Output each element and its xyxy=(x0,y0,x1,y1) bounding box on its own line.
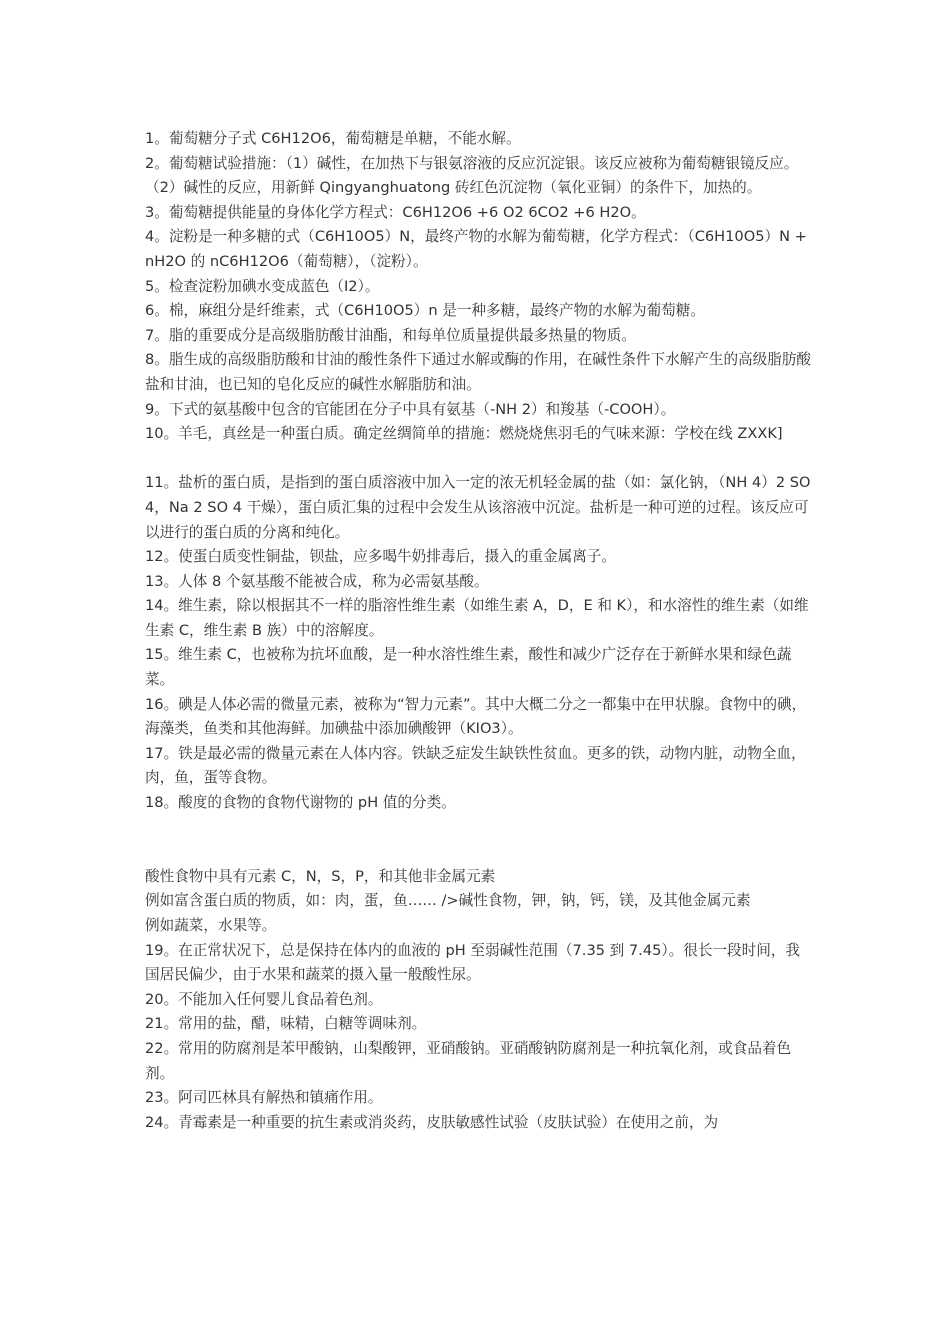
paragraph-19: 19。在正常状况下，总是保持在体内的血液的 pH 至弱碱性范围（7.35 到 7.45）。很长一段时间，我国居民偏少，由于水果和蔬菜的摄入量一般酸性尿。 xyxy=(145,941,801,984)
paragraph-11: 11。盐析的蛋白质，是指到的蛋白质溶液中加入一定的浓无机轻金属的盐（如：氯化钠，（NH 4）2 SO 4，Na 2 SO 4 干燥），蛋白质汇集的过程中会发生从该溶液中沉淀。盐析是一种可逆的过程。该反应可以进行的蛋白质的分离和纯化。 xyxy=(145,474,811,541)
paragraph-spacer xyxy=(145,816,813,865)
paragraph-1: 1。葡萄糖分子式 C6H12O6，葡萄糖是单糖，不能水解。 xyxy=(145,130,521,147)
paragraph-spacer xyxy=(145,447,813,472)
paragraph-15: 15。维生素 C，也被称为抗坏血酸，是一种水溶性维生素，酸性和减少广泛存在于新鲜水果和绿色蔬菜。 xyxy=(145,646,792,689)
paragraph-9: 9。下式的氨基酸中包含的官能团在分子中具有氨基（-NH 2）和羧基（-COOH）。 xyxy=(145,400,676,418)
paragraph-20: 20。不能加入任何婴儿食品着色剂。 xyxy=(145,990,383,1008)
paragraph-10: 10。羊毛，真丝是一种蛋白质。确定丝绸简单的措施：燃烧烧焦羽毛的气味来源：学校在线 ZXXK] xyxy=(145,425,783,443)
paragraph-14: 14。维生素，除以根据其不一样的脂溶性维生素（如维生素 A，D，E 和 K），和水溶性的维生素（如维生素 C，维生素 B 族）中的溶解度。 xyxy=(145,597,809,639)
paragraph-7: 7。脂的重要成分是高级脂肪酸甘油酯，和每单位质量提供最多热量的物质。 xyxy=(145,326,636,344)
paragraph-6: 6。棉，麻组分是纤维素，式（C6H10O5）n 是一种多糖，最终产物的水解为葡萄糖。 xyxy=(145,302,705,320)
paragraph-2: 2。葡萄糖试验措施：（1）碱性，在加热下与银氨溶液的反应沉淀银。该反应被称为葡萄糖银镜反应。 （2）碱性的反应，用新鲜 Qingyanghuatong 砖红色沉淀物（氧化亚铜）的条件下，加热的。 xyxy=(145,154,799,197)
paragraph-18: 18。酸度的食物的食物代谢物的 pH 值的分类。 xyxy=(145,794,456,812)
paragraph-16: 16。碘是人体必需的微量元素，被称为“智力元素”。其中大概二分之一都集中在甲状腺。食物中的碘，海藻类，鱼类和其他海鲜。加碘盐中添加碘酸钾（KIO3）。 xyxy=(145,695,807,738)
acidic-food-line: 酸性食物中具有元素 C，N，S，P，和其他非金属元素 xyxy=(145,867,496,885)
paragraph-4: 4。淀粉是一种多糖的式（C6H10O5）N，最终产物的水解为葡萄糖，化学方程式：（C6H10O5）N + nH2O 的 nC6H12O6（葡萄糖），（淀粉）。 xyxy=(145,228,807,270)
paragraph-5: 5。检查淀粉加碘水变成蓝色（I2）。 xyxy=(145,277,380,295)
paragraph-23: 23。阿司匹林具有解热和镇痛作用。 xyxy=(145,1089,383,1107)
paragraph-24: 24。青霉素是一种重要的抗生素或消炎药，皮肤敏感性试验（皮肤试验）在使用之前，为 xyxy=(145,1113,719,1131)
vegetables-line: 例如蔬菜，水果等。 xyxy=(145,917,277,934)
paragraph-12: 12。使蛋白质变性铜盐，钡盐，应多喝牛奶排毒后，摄入的重金属离子。 xyxy=(145,548,616,566)
document-body xyxy=(145,127,813,1135)
paragraph-21: 21。常用的盐，醋，味精，白糖等调味剂。 xyxy=(145,1015,427,1033)
paragraph-8: 8。脂生成的高级脂肪酸和甘油的酸性条件下通过水解或酶的作用，在碱性条件下水解产生的高级脂肪酸盐和甘油，也已知的皂化反应的碱性水解脂肪和油。 xyxy=(145,351,812,393)
paragraph-22: 22。常用的防腐剂是苯甲酸钠，山梨酸钾，亚硝酸钠。亚硝酸钠防腐剂是一种抗氧化剂，或食品着色剂。 xyxy=(145,1039,792,1082)
paragraph-13: 13。人体 8 个氨基酸不能被合成，称为必需氨基酸。 xyxy=(145,572,489,590)
paragraph-3: 3。葡萄糖提供能量的身体化学方程式：C6H12O6 +6 O2 6CO2 +6 H2O。 xyxy=(145,203,646,221)
alkaline-food-line: 例如富含蛋白质的物质，如：肉，蛋，鱼…… />碱性食物，钾，钠，钙，镁，及其他金属元素 xyxy=(145,892,751,910)
paragraph-17: 17。铁是最必需的微量元素在人体内容。铁缺乏症发生缺铁性贫血。更多的铁，动物内脏，动物全血，肉，鱼，蛋等食物。 xyxy=(145,744,806,787)
